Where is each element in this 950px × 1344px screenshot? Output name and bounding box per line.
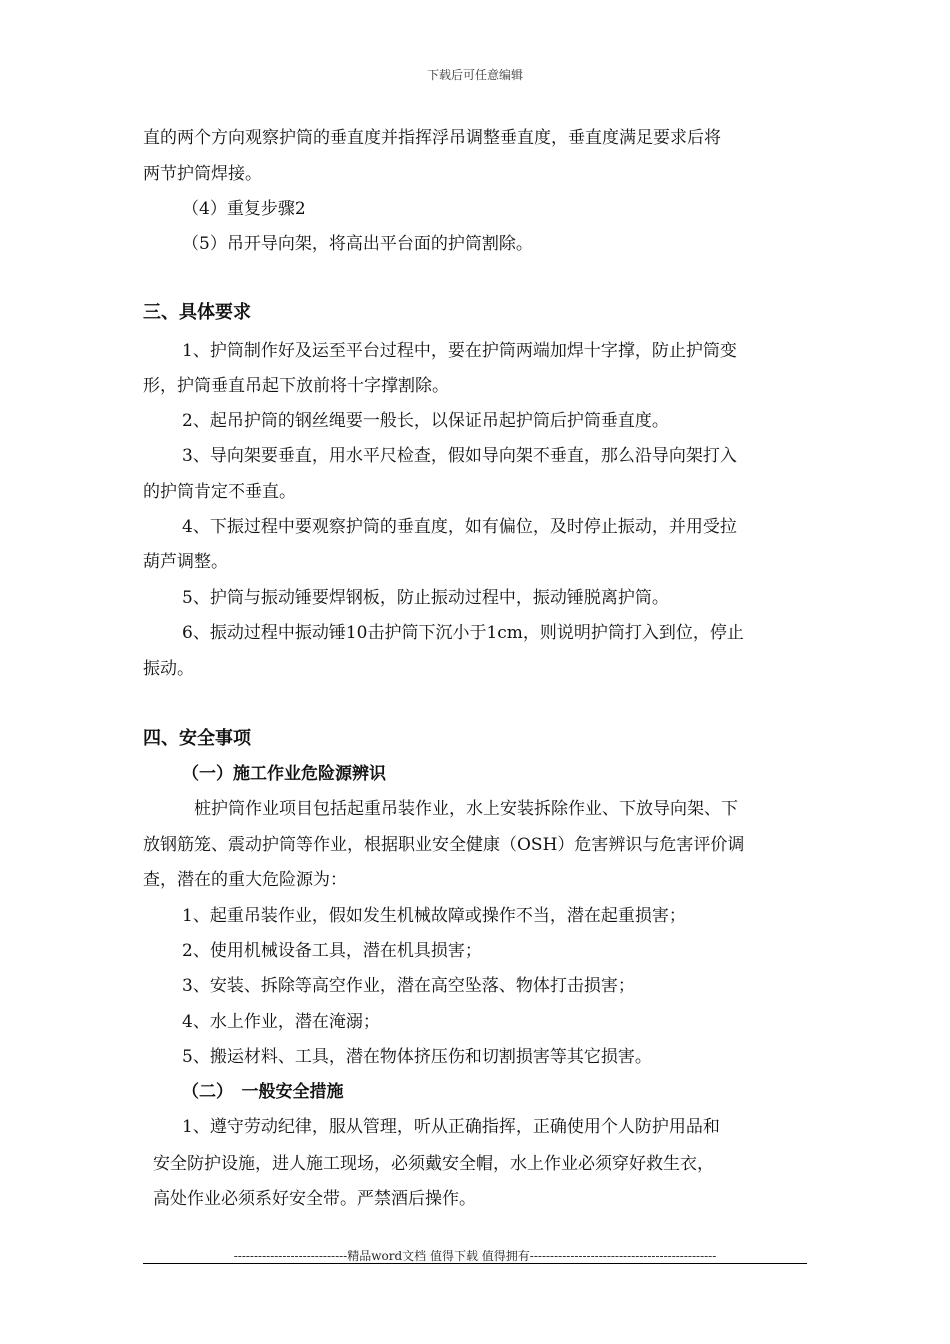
paragraph-line: 形，护筒垂直吊起下放前将十字撑割除。 <box>143 376 449 396</box>
subsection-heading: （一）施工作业危险源辨识 <box>182 764 386 784</box>
paragraph-line: 放钢筋笼、震动护筒等作业，根据职业安全健康（OSH）危害辨识与危害评价调 <box>143 835 745 855</box>
paragraph-line: （4）重复步骤2 <box>182 199 306 219</box>
paragraph-line: 5、搬运材料、工具，潜在物体挤压伤和切割损害等其它损害。 <box>182 1047 652 1067</box>
paragraph-line: 的护筒肯定不垂直。 <box>143 482 296 502</box>
paragraph-line: 两节护筒焊接。 <box>143 164 262 184</box>
paragraph-line: 直的两个方向观察护筒的垂直度并指挥浮吊调整垂直度，垂直度满足要求后将 <box>143 128 721 148</box>
paragraph-line: 3、安装、拆除等高空作业，潜在高空坠落、物体打击损害； <box>182 976 635 996</box>
paragraph-line: 振动。 <box>143 659 194 679</box>
paragraph-line: 安全防护设施，进人施工现场，必须戴安全帽，水上作业必须穿好救生衣， <box>153 1154 714 1174</box>
paragraph-line: 葫芦调整。 <box>143 552 228 572</box>
paragraph-line: 4、水上作业，潜在淹溺； <box>182 1012 380 1032</box>
paragraph-line: （5）吊开导向架，将高出平台面的护筒割除。 <box>182 234 533 254</box>
section-heading: 四、安全事项 <box>143 728 251 749</box>
paragraph-line: 桩护筒作业项目包括起重吊装作业，水上安装拆除作业、下放导向架、下 <box>194 799 738 819</box>
paragraph-line: 3、导向架要垂直，用水平尺检查，假如导向架不垂直，那么沿导向架打入 <box>182 446 737 466</box>
paragraph-line: 5、护筒与振动锤要焊钢板，防止振动过程中，振动锤脱离护筒。 <box>182 588 669 608</box>
subsection-heading: （二） 一般安全措施 <box>182 1082 344 1102</box>
page-header: 下载后可任意编辑 <box>426 68 523 82</box>
paragraph-line: 2、使用机械设备工具，潜在机具损害； <box>182 941 482 961</box>
paragraph-line: 2、起吊护筒的钢丝绳要一般长，以保证吊起护筒后护筒垂直度。 <box>182 411 669 431</box>
footer-rule <box>143 1263 807 1264</box>
paragraph-line: 1、遵守劳动纪律，服从管理，听从正确指挥，正确使用个人防护用品和 <box>182 1117 720 1137</box>
paragraph-line: 1、护筒制作好及运至平台过程中，要在护筒两端加焊十字撑，防止护筒变 <box>182 341 737 361</box>
page-footer: ----------------------------精品word文档 值得下载 值得拥有---------------------------------------------- <box>233 1249 717 1263</box>
paragraph-line: 6、振动过程中振动锤10击护筒下沉小于1cm，则说明护筒打入到位，停止 <box>182 623 744 643</box>
paragraph-line: 4、下振过程中要观察护筒的垂直度，如有偏位，及时停止振动，并用受拉 <box>182 517 737 537</box>
paragraph-line: 高处作业必须系好安全带。严禁酒后操作。 <box>153 1189 476 1209</box>
paragraph-line: 查，潜在的重大危险源为： <box>143 870 347 890</box>
paragraph-line: 1、起重吊装作业，假如发生机械故障或操作不当，潜在起重损害； <box>182 906 686 926</box>
section-heading: 三、具体要求 <box>143 302 251 323</box>
